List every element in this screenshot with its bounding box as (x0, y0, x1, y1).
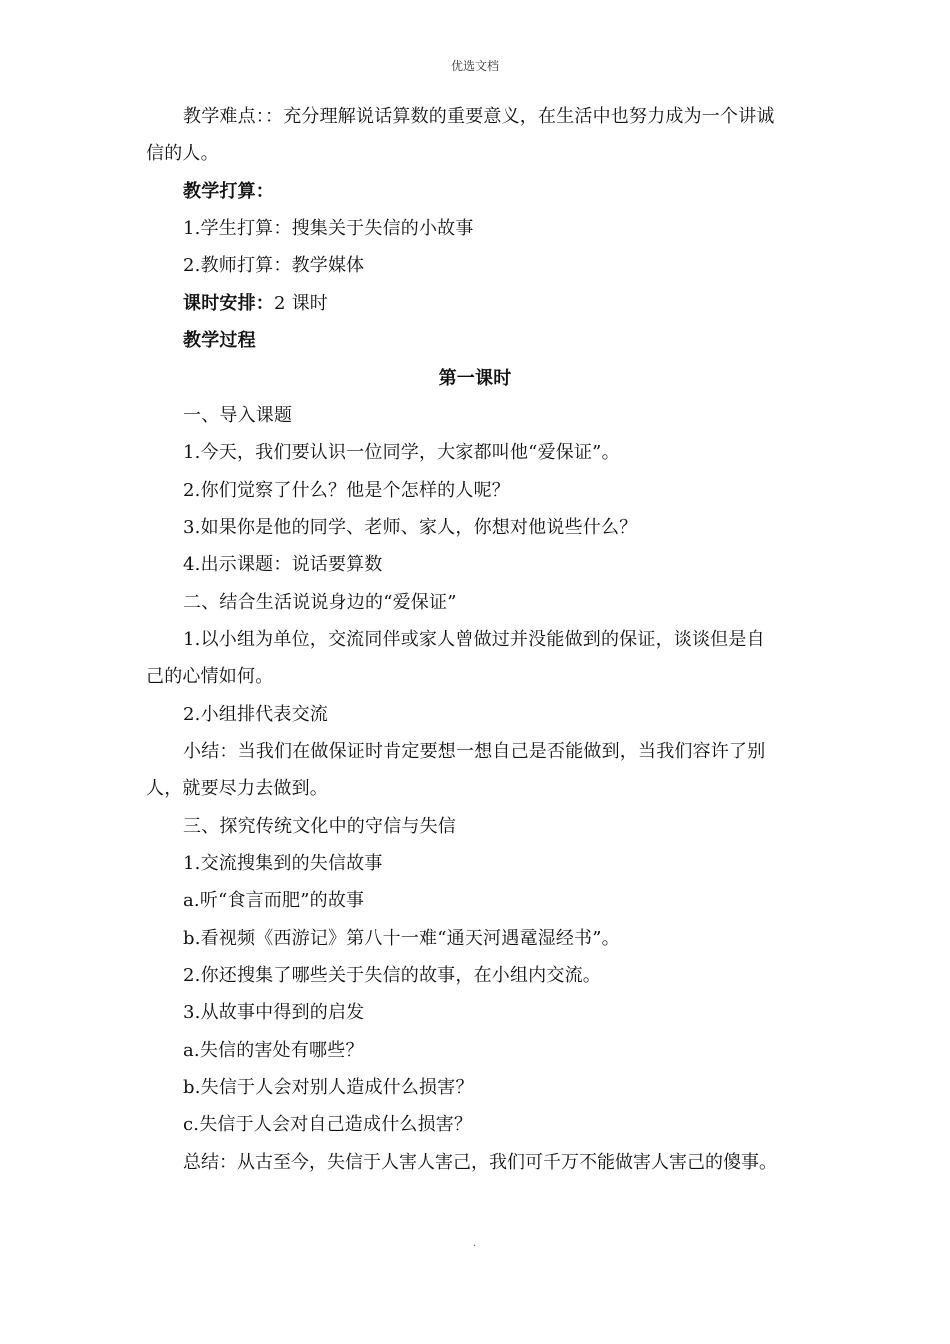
paragraph-line: 3.如果你是他的同学、老师、家人，你想对他说些什么？ (183, 517, 638, 538)
paragraph-line: 1.学生打算：搜集关于失信的小故事 (183, 218, 474, 239)
paragraph-line: a.失信的害处有哪些？ (183, 1040, 364, 1061)
paragraph-line: 人，就要尽力去做到。 (146, 778, 328, 799)
paragraph-line: 1.交流搜集到的失信故事 (183, 853, 383, 874)
class-hours-value: 2 课时 (274, 293, 328, 314)
page-footer: . (473, 1238, 477, 1249)
paragraph-line: 4.出示课题：说话要算数 (183, 554, 383, 575)
section-heading: 教学打算： (183, 181, 274, 202)
paragraph-line: 小结：当我们在做保证时肯定要想一想自己是否能做到，当我们容许了别 (183, 741, 766, 762)
paragraph-line: 1.以小组为单位，交流同伴或家人曾做过并没能做到的保证，谈谈但是自 (183, 629, 765, 650)
page-header: 优选文档 (450, 59, 499, 73)
paragraph-line: a.听“食言而肥”的故事 (183, 890, 365, 911)
paragraph-line: 信的人。 (146, 143, 219, 164)
paragraph-line: 2.你还搜集了哪些关于失信的故事，在小组内交流。 (183, 965, 601, 986)
section-heading: 教学过程 (183, 330, 256, 351)
class-hours-label: 课时安排： (183, 293, 274, 314)
paragraph-line: 二、结合生活说说身边的“爱保证” (183, 592, 457, 613)
lesson-title: 第一课时 (438, 368, 512, 389)
paragraph-line: 一、导入课题 (183, 405, 293, 426)
paragraph-line: 己的心情如何。 (146, 666, 274, 687)
paragraph-line: c.失信于人会对自己造成什么损害？ (183, 1114, 473, 1135)
paragraph-line (183, 292, 328, 316)
paragraph-line: 总结：从古至今，失信于人害人害己，我们可千万不能做害人害己的傻事。 (183, 1152, 777, 1173)
paragraph-line: 教学难点：：充分理解说话算数的重要意义，在生活中也努力成为一个讲诚 (183, 106, 775, 127)
paragraph-line: 2.教师打算：教学媒体 (183, 255, 365, 276)
paragraph-line: 2.你们觉察了什么？他是个怎样的人呢？ (183, 480, 510, 501)
paragraph-line: 2.小组排代表交流 (183, 704, 328, 725)
paragraph-line: b.看视频《西游记》第八十一难“通天河遇鼋湿经书”。 (183, 928, 620, 949)
paragraph-line: b.失信于人会对别人造成什么损害？ (183, 1077, 474, 1098)
paragraph-line: 三、探究传统文化中的守信与失信 (183, 816, 456, 837)
paragraph-line: 1.今天，我们要认识一位同学，大家都叫他“爱保证”。 (183, 442, 620, 463)
paragraph-line: 3.从故事中得到的启发 (183, 1002, 365, 1023)
